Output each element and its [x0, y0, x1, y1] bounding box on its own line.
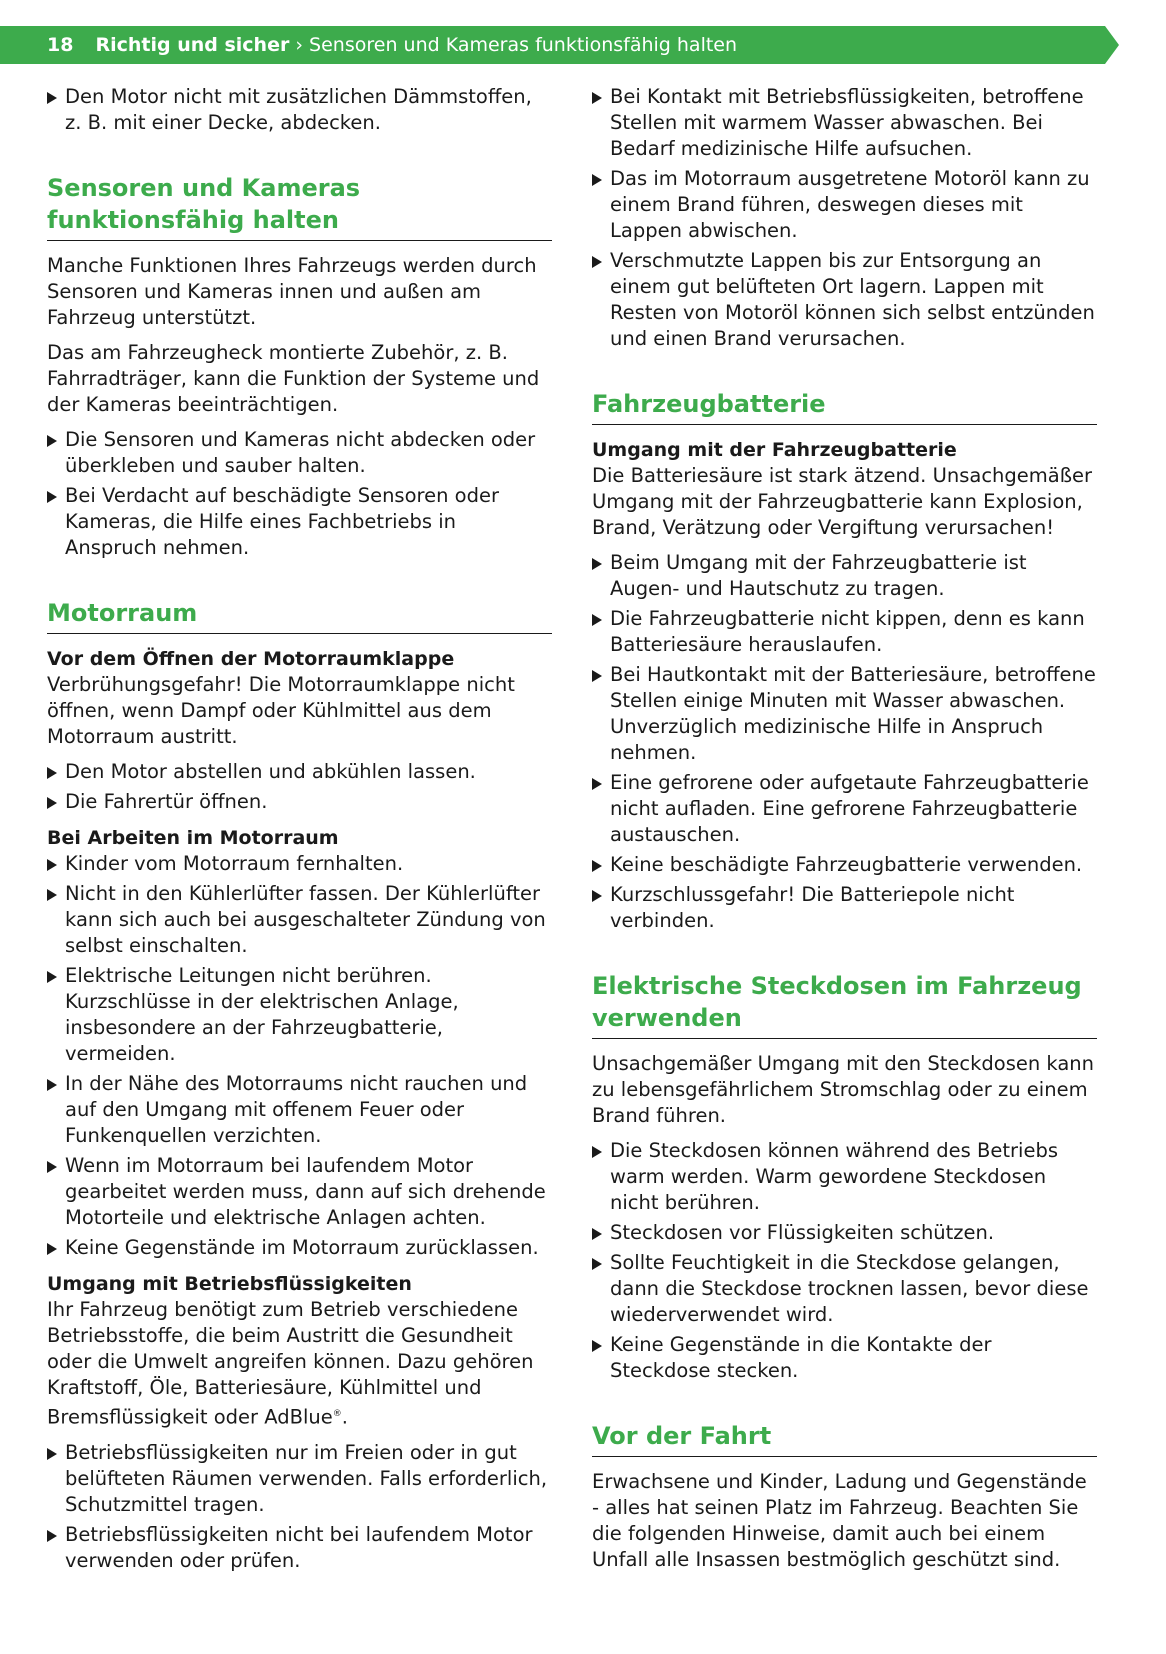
- subheading-fluids: Umgang mit Betriebsflüssigkeiten: [47, 1273, 412, 1295]
- breadcrumb-separator: ›: [295, 34, 303, 56]
- bullet-triangle-icon: [592, 778, 602, 790]
- before-driving-text: Erwachsene und Kinder, Ladung und Gegenstände - alles hat seinen Platz im Fahrzeug. Beachten Sie die folgenden Hinweise, damit auch bei einem Unfall alle Insassen bestmöglich geschützt sind.: [592, 1470, 1087, 1571]
- bullet-triangle-icon: [47, 859, 57, 871]
- subheading-engine-work: Bei Arbeiten im Motorraum: [47, 827, 339, 849]
- section-title-sockets: Elektrische Steckdosen im Fahrzeug verwenden: [592, 970, 1097, 1039]
- subheading-open-hood: Vor dem Öffnen der Motorraumklappe: [47, 648, 455, 670]
- list-item: Die Fahrzeugbatterie nicht kippen, denn es kann Batteriesäure herauslaufen.: [592, 606, 1097, 658]
- bullet-triangle-icon: [47, 1530, 57, 1542]
- bullet-triangle-icon: [47, 491, 57, 503]
- list-item: In der Nähe des Motorraums nicht rauchen und auf den Umgang mit offenem Feuer oder Funkenquellen verzichten.: [47, 1071, 552, 1149]
- open-hood-bullet-list: [47, 759, 552, 815]
- list-item: Keine Gegenstände im Motorraum zurücklassen.: [47, 1235, 552, 1261]
- bullet-triangle-icon: [592, 614, 602, 626]
- list-item: Bei Verdacht auf beschädigte Sensoren oder Kameras, die Hilfe eines Fachbetriebs in Anspruch nehmen.: [47, 483, 552, 561]
- list-item: Keine Gegenstände in die Kontakte der Steckdose stecken.: [592, 1332, 1097, 1384]
- bullet-triangle-icon: [592, 92, 602, 104]
- bullet-triangle-icon: [47, 1079, 57, 1091]
- list-item: Den Motor abstellen und abkühlen lassen.: [47, 759, 552, 785]
- bullet-triangle-icon: [592, 256, 602, 268]
- bullet-triangle-icon: [592, 1340, 602, 1352]
- bullet-triangle-icon: [592, 860, 602, 872]
- bullet-triangle-icon: [592, 890, 602, 902]
- list-item: Betriebsflüssigkeiten nicht bei laufendem Motor verwenden oder prüfen.: [47, 1522, 552, 1574]
- list-item: Bei Hautkontakt mit der Batteriesäure, betroffene Stellen einige Minuten mit Wasser abwaschen. Unverzüglich medizinische Hilfe in Anspruch nehmen.: [592, 662, 1097, 766]
- bullet-triangle-icon: [592, 670, 602, 682]
- subheading-battery-handling: Umgang mit der Fahrzeugbatterie: [592, 439, 957, 461]
- list-item: Das im Motorraum ausgetretene Motoröl kann zu einem Brand führen, deswegen dieses mit Lappen abwischen.: [592, 166, 1097, 244]
- list-item: Betriebsflüssigkeiten nur im Freien oder in gut belüfteten Räumen verwenden. Falls erforderlich, Schutzmittel tragen.: [47, 1440, 552, 1518]
- fluids-continued-bullet-list: [592, 84, 1097, 352]
- open-hood-text: Verbrühungsgefahr! Die Motorraumklappe nicht öffnen, wenn Dampf oder Kühlmittel aus dem Motorraum austritt.: [47, 673, 515, 748]
- list-item: Bei Kontakt mit Betriebsflüssigkeiten, betroffene Stellen mit warmem Wasser abwaschen. Bei Bedarf medizinische Hilfe aufsuchen.: [592, 84, 1097, 162]
- engine-work-bullet-list: [47, 851, 552, 1261]
- section-title-before-driving: Vor der Fahrt: [592, 1420, 1097, 1457]
- list-item: Steckdosen vor Flüssigkeiten schützen.: [592, 1220, 1097, 1246]
- bullet-triangle-icon: [47, 1448, 57, 1460]
- sensors-paragraph: Das am Fahrzeugheck montierte Zubehör, z. B. Fahrradträger, kann die Funktion der Systeme und der Kameras beeinträchtigen.: [47, 341, 540, 416]
- sensors-bullet-list: [47, 427, 552, 561]
- bullet-triangle-icon: [592, 1228, 602, 1240]
- list-item: Den Motor nicht mit zusätzlichen Dämmstoffen, z. B. mit einer Decke, abdecken.: [47, 84, 552, 136]
- sensors-paragraph: Manche Funktionen Ihres Fahrzeugs werden durch Sensoren und Kameras innen und außen am Fahrzeug unterstützt.: [47, 254, 537, 329]
- bullet-triangle-icon: [47, 767, 57, 779]
- battery-text: Die Batteriesäure ist stark ätzend. Unsachgemäßer Umgang mit der Fahrzeugbatterie kann Explosion, Brand, Verätzung oder Vergiftung verursachen!: [592, 464, 1093, 539]
- battery-bullet-list: [592, 550, 1097, 934]
- list-item: Kurzschlussgefahr! Die Batteriepole nicht verbinden.: [592, 882, 1097, 934]
- list-item: Elektrische Leitungen nicht berühren. Kurzschlüsse in der elektrischen Anlage, insbesondere an der Fahrzeugbatterie, vermeiden.: [47, 963, 552, 1067]
- fluids-text: Ihr Fahrzeug benötigt zum Betrieb verschiedene Betriebsstoffe, die beim Austritt die Gesundheit oder die Umwelt angreifen können. Dazu gehören Kraftstoff, Öle, Batteriesäure, Kühlmittel und Bremsflüssigkeit oder AdBlue®.: [47, 1298, 534, 1429]
- list-item: Die Fahrertür öffnen.: [47, 789, 552, 815]
- breadcrumb-chapter: Richtig und sicher: [95, 34, 290, 56]
- list-item: Nicht in den Kühlerlüfter fassen. Der Kühlerlüfter kann sich auch bei ausgeschalteter Zündung von selbst einschalten.: [47, 881, 552, 959]
- page-header: [0, 26, 1105, 64]
- bullet-triangle-icon: [592, 1146, 602, 1158]
- list-item: Eine gefrorene oder aufgetaute Fahrzeugbatterie nicht aufladen. Eine gefrorene Fahrzeugbatterie austauschen.: [592, 770, 1097, 848]
- bullet-triangle-icon: [592, 174, 602, 186]
- bullet-triangle-icon: [47, 889, 57, 901]
- left-column: [47, 84, 552, 1582]
- bullet-triangle-icon: [47, 971, 57, 983]
- intro-bullet-list: [47, 84, 552, 136]
- breadcrumb: [95, 34, 737, 56]
- registered-mark: ®: [332, 1409, 342, 1419]
- list-item: Keine beschädigte Fahrzeugbatterie verwenden.: [592, 852, 1097, 878]
- bullet-triangle-icon: [47, 797, 57, 809]
- list-item: Die Sensoren und Kameras nicht abdecken oder überkleben und sauber halten.: [47, 427, 552, 479]
- header-arrow-shape: [1105, 26, 1119, 64]
- bullet-triangle-icon: [47, 1243, 57, 1255]
- section-title-sensors: Sensoren und Kameras funktionsfähig halten: [47, 172, 552, 241]
- sockets-text: Unsachgemäßer Umgang mit den Steckdosen kann zu lebensgefährlichem Stromschlag oder zu einem Brand führen.: [592, 1052, 1095, 1127]
- bullet-triangle-icon: [592, 1258, 602, 1270]
- list-item: Beim Umgang mit der Fahrzeugbatterie ist Augen- und Hautschutz zu tragen.: [592, 550, 1097, 602]
- list-item: Kinder vom Motorraum fernhalten.: [47, 851, 552, 877]
- list-item: Die Steckdosen können während des Betriebs warm werden. Warm gewordene Steckdosen nicht berühren.: [592, 1138, 1097, 1216]
- list-item: Wenn im Motorraum bei laufendem Motor gearbeitet werden muss, dann auf sich drehende Motorteile und elektrische Anlagen achten.: [47, 1153, 552, 1231]
- page-number: 18: [47, 34, 74, 56]
- bullet-triangle-icon: [592, 558, 602, 570]
- list-item: Verschmutzte Lappen bis zur Entsorgung an einem gut belüfteten Ort lagern. Lappen mit Resten von Motoröl können sich selbst entzünden und einen Brand verursachen.: [592, 248, 1097, 352]
- section-title-battery: Fahrzeugbatterie: [592, 388, 1097, 425]
- breadcrumb-section: Sensoren und Kameras funktionsfähig halten: [309, 34, 738, 56]
- bullet-triangle-icon: [47, 1161, 57, 1173]
- sockets-bullet-list: [592, 1138, 1097, 1384]
- list-item: Sollte Feuchtigkeit in die Steckdose gelangen, dann die Steckdose trocknen lassen, bevor diese wiederverwendet wird.: [592, 1250, 1097, 1328]
- bullet-triangle-icon: [47, 435, 57, 447]
- section-title-motor: Motorraum: [47, 597, 552, 634]
- fluids-bullet-list: [47, 1440, 552, 1574]
- right-column: [592, 84, 1097, 1582]
- bullet-triangle-icon: [47, 92, 57, 104]
